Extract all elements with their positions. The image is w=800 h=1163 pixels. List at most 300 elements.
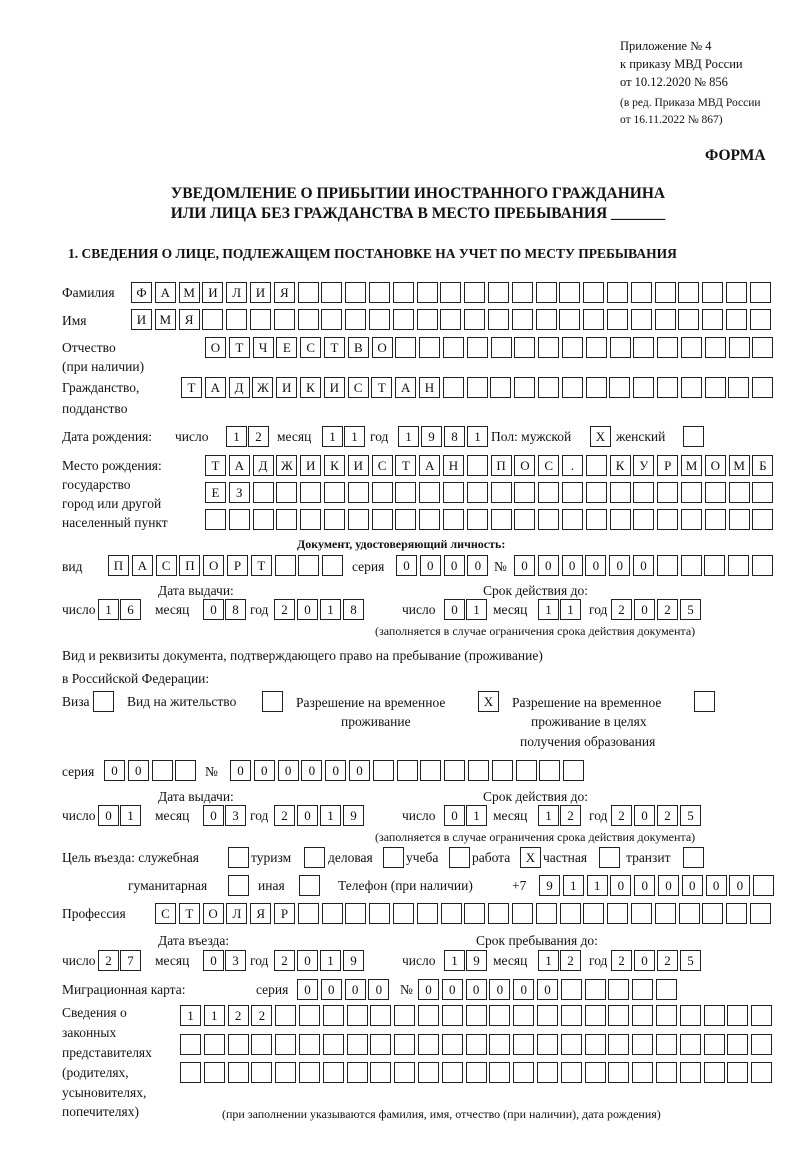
char-box[interactable]: 0 <box>301 760 322 781</box>
char-box[interactable] <box>752 337 773 358</box>
char-box[interactable] <box>443 509 464 530</box>
char-box[interactable] <box>753 875 774 896</box>
char-box[interactable] <box>467 337 488 358</box>
char-box[interactable] <box>537 1034 558 1055</box>
char-box[interactable] <box>702 282 723 303</box>
char-box[interactable] <box>323 1062 344 1083</box>
char-box[interactable] <box>656 1034 677 1055</box>
char-box[interactable]: А <box>395 377 416 398</box>
char-box[interactable] <box>370 1034 391 1055</box>
char-box[interactable] <box>680 1062 701 1083</box>
char-box[interactable]: М <box>729 455 750 476</box>
char-box[interactable] <box>466 1034 487 1055</box>
char-box[interactable] <box>681 482 702 503</box>
char-box[interactable] <box>443 377 464 398</box>
char-box[interactable]: И <box>202 282 223 303</box>
char-box[interactable] <box>631 309 652 330</box>
char-box[interactable]: 0 <box>297 599 318 620</box>
char-box[interactable] <box>538 377 559 398</box>
char-box[interactable] <box>608 1062 629 1083</box>
char-box[interactable] <box>681 377 702 398</box>
char-box[interactable]: Я <box>179 309 200 330</box>
char-box[interactable]: О <box>205 337 226 358</box>
char-box[interactable] <box>751 1062 772 1083</box>
char-box[interactable]: Б <box>752 455 773 476</box>
char-box[interactable] <box>609 377 630 398</box>
char-box[interactable]: С <box>156 555 177 576</box>
char-box[interactable] <box>536 903 557 924</box>
char-box[interactable]: 0 <box>203 805 224 826</box>
char-box[interactable]: 0 <box>585 555 606 576</box>
char-box[interactable]: 0 <box>349 760 370 781</box>
char-box[interactable]: 1 <box>444 950 465 971</box>
char-box[interactable]: 0 <box>254 760 275 781</box>
char-box[interactable] <box>323 1005 344 1026</box>
char-box[interactable] <box>656 979 677 1000</box>
char-box[interactable] <box>537 1005 558 1026</box>
char-box[interactable]: М <box>179 282 200 303</box>
char-box[interactable]: 8 <box>225 599 246 620</box>
char-box[interactable] <box>276 509 297 530</box>
char-box[interactable] <box>395 482 416 503</box>
char-box[interactable] <box>299 1005 320 1026</box>
char-box[interactable]: 1 <box>587 875 608 896</box>
char-box[interactable] <box>559 282 580 303</box>
char-box[interactable]: Т <box>181 377 202 398</box>
char-box[interactable]: Я <box>274 282 295 303</box>
char-box[interactable] <box>727 1034 748 1055</box>
char-box[interactable] <box>449 847 470 868</box>
char-box[interactable]: И <box>250 282 271 303</box>
char-box[interactable] <box>705 482 726 503</box>
char-box[interactable] <box>586 337 607 358</box>
char-box[interactable] <box>492 760 513 781</box>
char-box[interactable]: 0 <box>345 979 366 1000</box>
char-box[interactable] <box>324 509 345 530</box>
char-box[interactable]: 0 <box>297 979 318 1000</box>
char-box[interactable] <box>514 482 535 503</box>
char-box[interactable] <box>751 1034 772 1055</box>
char-box[interactable]: Т <box>251 555 272 576</box>
char-box[interactable] <box>321 309 342 330</box>
char-box[interactable] <box>678 309 699 330</box>
char-box[interactable] <box>633 377 654 398</box>
char-box[interactable] <box>513 1034 534 1055</box>
char-box[interactable]: 0 <box>420 555 441 576</box>
char-box[interactable]: 0 <box>634 950 655 971</box>
char-box[interactable]: 0 <box>444 805 465 826</box>
char-box[interactable]: М <box>681 455 702 476</box>
char-box[interactable] <box>488 903 509 924</box>
char-box[interactable]: 5 <box>680 805 701 826</box>
char-box[interactable]: А <box>155 282 176 303</box>
char-box[interactable] <box>561 1005 582 1026</box>
char-box[interactable] <box>298 555 319 576</box>
char-box[interactable]: 2 <box>248 426 269 447</box>
char-box[interactable] <box>467 482 488 503</box>
char-box[interactable]: Р <box>274 903 295 924</box>
char-box[interactable] <box>633 509 654 530</box>
char-box[interactable]: И <box>324 377 345 398</box>
char-box[interactable]: 0 <box>537 979 558 1000</box>
char-box[interactable]: X <box>478 691 499 712</box>
char-box[interactable]: Н <box>443 455 464 476</box>
char-box[interactable] <box>175 760 196 781</box>
char-box[interactable]: 9 <box>466 950 487 971</box>
char-box[interactable] <box>563 760 584 781</box>
char-box[interactable]: 9 <box>421 426 442 447</box>
char-box[interactable]: 0 <box>418 979 439 1000</box>
char-box[interactable] <box>514 377 535 398</box>
char-box[interactable]: О <box>203 555 224 576</box>
char-box[interactable] <box>93 691 114 712</box>
char-box[interactable] <box>607 309 628 330</box>
char-box[interactable]: Р <box>227 555 248 576</box>
char-box[interactable] <box>752 555 773 576</box>
char-box[interactable] <box>393 282 414 303</box>
char-box[interactable] <box>253 482 274 503</box>
char-box[interactable] <box>632 1062 653 1083</box>
char-box[interactable]: П <box>179 555 200 576</box>
char-box[interactable] <box>370 1062 391 1083</box>
char-box[interactable]: 1 <box>466 599 487 620</box>
char-box[interactable]: 0 <box>658 875 679 896</box>
char-box[interactable] <box>680 1005 701 1026</box>
char-box[interactable] <box>585 1034 606 1055</box>
char-box[interactable] <box>586 482 607 503</box>
char-box[interactable]: 9 <box>343 950 364 971</box>
char-box[interactable] <box>369 309 390 330</box>
char-box[interactable] <box>752 509 773 530</box>
char-box[interactable] <box>608 1034 629 1055</box>
char-box[interactable] <box>631 903 652 924</box>
char-box[interactable] <box>275 1062 296 1083</box>
char-box[interactable]: 1 <box>320 950 341 971</box>
char-box[interactable]: 7 <box>120 950 141 971</box>
char-box[interactable] <box>299 1062 320 1083</box>
char-box[interactable]: 2 <box>657 950 678 971</box>
char-box[interactable] <box>633 482 654 503</box>
char-box[interactable]: 0 <box>396 555 417 576</box>
char-box[interactable] <box>419 337 440 358</box>
char-box[interactable] <box>560 903 581 924</box>
char-box[interactable]: Ж <box>276 455 297 476</box>
char-box[interactable] <box>536 282 557 303</box>
char-box[interactable]: 0 <box>513 979 534 1000</box>
char-box[interactable] <box>372 482 393 503</box>
char-box[interactable]: 2 <box>611 805 632 826</box>
char-box[interactable] <box>228 847 249 868</box>
char-box[interactable]: 0 <box>297 805 318 826</box>
char-box[interactable]: 0 <box>634 875 655 896</box>
char-box[interactable] <box>610 482 631 503</box>
char-box[interactable] <box>586 455 607 476</box>
char-box[interactable] <box>512 282 533 303</box>
char-box[interactable]: Т <box>324 337 345 358</box>
char-box[interactable]: 0 <box>325 760 346 781</box>
char-box[interactable] <box>397 760 418 781</box>
char-box[interactable]: 0 <box>489 979 510 1000</box>
char-box[interactable] <box>299 875 320 896</box>
char-box[interactable]: К <box>610 455 631 476</box>
char-box[interactable] <box>418 1062 439 1083</box>
char-box[interactable] <box>488 282 509 303</box>
char-box[interactable] <box>679 903 700 924</box>
char-box[interactable] <box>607 282 628 303</box>
char-box[interactable]: 1 <box>563 875 584 896</box>
char-box[interactable] <box>752 377 773 398</box>
char-box[interactable] <box>152 760 173 781</box>
char-box[interactable] <box>276 482 297 503</box>
char-box[interactable]: . <box>562 455 583 476</box>
char-box[interactable]: 2 <box>657 805 678 826</box>
char-box[interactable] <box>372 509 393 530</box>
char-box[interactable] <box>369 903 390 924</box>
char-box[interactable] <box>442 1062 463 1083</box>
char-box[interactable]: 5 <box>680 950 701 971</box>
char-box[interactable] <box>512 309 533 330</box>
char-box[interactable]: 0 <box>128 760 149 781</box>
char-box[interactable]: 0 <box>230 760 251 781</box>
char-box[interactable] <box>599 847 620 868</box>
char-box[interactable] <box>440 309 461 330</box>
char-box[interactable] <box>464 309 485 330</box>
char-box[interactable] <box>275 1005 296 1026</box>
char-box[interactable] <box>275 555 296 576</box>
char-box[interactable]: 1 <box>320 805 341 826</box>
char-box[interactable]: Я <box>250 903 271 924</box>
char-box[interactable] <box>417 903 438 924</box>
char-box[interactable] <box>488 309 509 330</box>
char-box[interactable] <box>441 903 462 924</box>
char-box[interactable]: С <box>300 337 321 358</box>
char-box[interactable]: X <box>520 847 541 868</box>
char-box[interactable]: 0 <box>321 979 342 1000</box>
char-box[interactable] <box>538 337 559 358</box>
char-box[interactable] <box>229 509 250 530</box>
char-box[interactable] <box>694 691 715 712</box>
char-box[interactable] <box>466 1062 487 1083</box>
char-box[interactable]: О <box>203 903 224 924</box>
char-box[interactable] <box>539 760 560 781</box>
char-box[interactable] <box>608 979 629 1000</box>
char-box[interactable] <box>468 760 489 781</box>
char-box[interactable]: А <box>205 377 226 398</box>
char-box[interactable]: 2 <box>657 599 678 620</box>
char-box[interactable] <box>561 1062 582 1083</box>
char-box[interactable] <box>324 482 345 503</box>
char-box[interactable] <box>728 555 749 576</box>
char-box[interactable]: И <box>300 455 321 476</box>
char-box[interactable]: 0 <box>466 979 487 1000</box>
char-box[interactable] <box>347 1005 368 1026</box>
char-box[interactable] <box>729 482 750 503</box>
char-box[interactable] <box>657 555 678 576</box>
char-box[interactable]: 2 <box>560 805 581 826</box>
char-box[interactable]: 1 <box>538 950 559 971</box>
char-box[interactable] <box>586 509 607 530</box>
char-box[interactable]: 6 <box>120 599 141 620</box>
char-box[interactable]: 0 <box>706 875 727 896</box>
char-box[interactable] <box>537 1062 558 1083</box>
char-box[interactable] <box>202 309 223 330</box>
char-box[interactable] <box>683 847 704 868</box>
char-box[interactable] <box>298 309 319 330</box>
char-box[interactable]: 1 <box>204 1005 225 1026</box>
char-box[interactable]: 1 <box>538 805 559 826</box>
char-box[interactable] <box>419 482 440 503</box>
char-box[interactable] <box>180 1034 201 1055</box>
char-box[interactable]: А <box>419 455 440 476</box>
char-box[interactable]: М <box>155 309 176 330</box>
char-box[interactable] <box>228 1034 249 1055</box>
char-box[interactable]: Н <box>419 377 440 398</box>
char-box[interactable] <box>608 1005 629 1026</box>
char-box[interactable]: 0 <box>278 760 299 781</box>
char-box[interactable]: 0 <box>368 979 389 1000</box>
char-box[interactable]: 1 <box>180 1005 201 1026</box>
char-box[interactable]: 2 <box>274 805 295 826</box>
char-box[interactable] <box>490 377 511 398</box>
char-box[interactable]: X <box>590 426 611 447</box>
char-box[interactable] <box>180 1062 201 1083</box>
char-box[interactable] <box>345 282 366 303</box>
char-box[interactable] <box>417 309 438 330</box>
char-box[interactable] <box>655 903 676 924</box>
char-box[interactable] <box>610 509 631 530</box>
char-box[interactable] <box>417 282 438 303</box>
char-box[interactable] <box>322 903 343 924</box>
char-box[interactable] <box>250 309 271 330</box>
char-box[interactable] <box>440 282 461 303</box>
char-box[interactable] <box>562 337 583 358</box>
char-box[interactable] <box>683 426 704 447</box>
char-box[interactable] <box>752 482 773 503</box>
char-box[interactable] <box>491 337 512 358</box>
char-box[interactable]: О <box>372 337 393 358</box>
char-box[interactable] <box>632 1005 653 1026</box>
char-box[interactable] <box>583 282 604 303</box>
char-box[interactable]: С <box>155 903 176 924</box>
char-box[interactable]: И <box>276 377 297 398</box>
char-box[interactable] <box>702 309 723 330</box>
char-box[interactable] <box>253 509 274 530</box>
char-box[interactable]: П <box>108 555 129 576</box>
char-box[interactable] <box>656 1005 677 1026</box>
char-box[interactable] <box>727 1005 748 1026</box>
char-box[interactable] <box>420 760 441 781</box>
char-box[interactable] <box>275 1034 296 1055</box>
char-box[interactable] <box>466 1005 487 1026</box>
char-box[interactable]: 1 <box>398 426 419 447</box>
char-box[interactable]: И <box>131 309 152 330</box>
char-box[interactable]: Р <box>657 455 678 476</box>
char-box[interactable] <box>383 847 404 868</box>
char-box[interactable]: 3 <box>225 950 246 971</box>
char-box[interactable] <box>631 282 652 303</box>
char-box[interactable]: 0 <box>442 979 463 1000</box>
char-box[interactable] <box>467 509 488 530</box>
char-box[interactable] <box>274 309 295 330</box>
char-box[interactable] <box>562 509 583 530</box>
char-box[interactable]: Д <box>229 377 250 398</box>
char-box[interactable]: 1 <box>226 426 247 447</box>
char-box[interactable] <box>726 903 747 924</box>
char-box[interactable]: Е <box>276 337 297 358</box>
char-box[interactable]: Е <box>205 482 226 503</box>
char-box[interactable]: 1 <box>320 599 341 620</box>
char-box[interactable] <box>657 337 678 358</box>
char-box[interactable] <box>347 1034 368 1055</box>
char-box[interactable] <box>751 1005 772 1026</box>
char-box[interactable]: 0 <box>104 760 125 781</box>
char-box[interactable] <box>419 509 440 530</box>
char-box[interactable]: 8 <box>444 426 465 447</box>
char-box[interactable]: 2 <box>274 599 295 620</box>
char-box[interactable]: Т <box>229 337 250 358</box>
char-box[interactable] <box>373 760 394 781</box>
char-box[interactable]: 1 <box>560 599 581 620</box>
char-box[interactable]: 0 <box>562 555 583 576</box>
char-box[interactable] <box>704 555 725 576</box>
char-box[interactable] <box>562 377 583 398</box>
char-box[interactable]: 0 <box>514 555 535 576</box>
char-box[interactable]: Ч <box>253 337 274 358</box>
char-box[interactable] <box>491 482 512 503</box>
char-box[interactable] <box>610 337 631 358</box>
char-box[interactable] <box>583 309 604 330</box>
char-box[interactable] <box>585 979 606 1000</box>
char-box[interactable]: 0 <box>444 555 465 576</box>
char-box[interactable]: У <box>633 455 654 476</box>
char-box[interactable] <box>444 760 465 781</box>
char-box[interactable]: 1 <box>466 805 487 826</box>
char-box[interactable]: Т <box>371 377 392 398</box>
char-box[interactable]: 0 <box>634 599 655 620</box>
char-box[interactable] <box>727 1062 748 1083</box>
char-box[interactable] <box>418 1034 439 1055</box>
char-box[interactable] <box>655 282 676 303</box>
char-box[interactable] <box>348 482 369 503</box>
char-box[interactable]: 1 <box>344 426 365 447</box>
char-box[interactable] <box>657 482 678 503</box>
char-box[interactable] <box>393 309 414 330</box>
char-box[interactable] <box>750 903 771 924</box>
char-box[interactable] <box>538 509 559 530</box>
char-box[interactable]: 2 <box>274 950 295 971</box>
char-box[interactable]: 2 <box>228 1005 249 1026</box>
char-box[interactable] <box>657 509 678 530</box>
char-box[interactable] <box>678 282 699 303</box>
char-box[interactable] <box>491 509 512 530</box>
char-box[interactable] <box>205 509 226 530</box>
char-box[interactable] <box>443 337 464 358</box>
char-box[interactable]: 1 <box>467 426 488 447</box>
char-box[interactable] <box>348 509 369 530</box>
char-box[interactable]: 0 <box>609 555 630 576</box>
char-box[interactable] <box>705 377 726 398</box>
char-box[interactable]: К <box>300 377 321 398</box>
char-box[interactable]: З <box>229 482 250 503</box>
char-box[interactable]: С <box>538 455 559 476</box>
char-box[interactable] <box>323 1034 344 1055</box>
char-box[interactable]: 0 <box>633 555 654 576</box>
char-box[interactable] <box>228 1062 249 1083</box>
char-box[interactable]: 1 <box>98 599 119 620</box>
char-box[interactable] <box>729 509 750 530</box>
char-box[interactable]: О <box>705 455 726 476</box>
char-box[interactable]: 3 <box>225 805 246 826</box>
